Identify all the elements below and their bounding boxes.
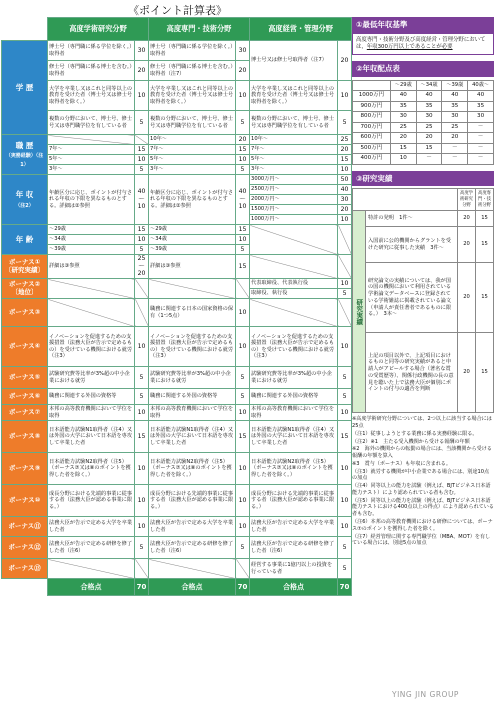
val: 25 <box>416 122 442 133</box>
age-header: ～39歳 <box>442 80 468 91</box>
note: （注2）※1 主たる受入機関から受ける報酬の年額 <box>352 438 470 445</box>
points: 15 <box>236 421 250 453</box>
header-academic: 高度学術研究分野 <box>48 18 149 41</box>
total-points: 70 <box>135 579 149 596</box>
val: 25 <box>390 122 416 133</box>
cell: 成長分野における先端的事業に従事する者（法務大臣が認める事業に限る。） <box>48 485 135 517</box>
val: 35 <box>442 101 468 112</box>
cell: 複数の分野において、博士号、修士号又は専門職学位を有している者 <box>149 111 236 135</box>
points: 40 <box>338 185 352 195</box>
cell: 年齢区分に応じ、ポイントが付与される年収の下限を異なるものとする。詳細は②参照 <box>48 175 135 225</box>
points: 5 <box>236 245 250 255</box>
research-vertical-label: 研究実績 <box>353 211 366 413</box>
income: 700万円 <box>353 122 391 133</box>
research-col-academic: 高度学術研究分野 <box>458 189 476 211</box>
cell: 本邦の高等教育機関において学位を取得 <box>250 405 338 421</box>
points: 10 <box>135 81 149 111</box>
points: 10 <box>338 165 352 175</box>
points-empty <box>338 255 352 279</box>
points: 20 <box>338 145 352 155</box>
research-pt: 15 <box>476 227 494 263</box>
cell-empty <box>250 225 338 255</box>
cell: 経営する事業に1億円以上の投資を行っている者 <box>250 559 338 579</box>
row-label-bonus13: ボーナス⑬ <box>2 559 48 579</box>
row-label-shokureki <box>2 135 48 175</box>
cell: 法務大臣が告示で定める大学を卒業した者 <box>250 517 338 537</box>
cell: 10年～ <box>149 135 236 145</box>
total-blank <box>2 579 48 596</box>
section-head-income-table: ②年収配点表 <box>352 61 494 77</box>
row-label-bonus8: ボーナス⑧ <box>2 421 48 453</box>
row-label-bonus10: ボーナス⑩ <box>2 485 48 517</box>
cell: 3年～ <box>48 165 135 175</box>
points: 5 <box>338 367 352 389</box>
research-pt: 15 <box>476 333 494 413</box>
note: （注3）就労する機関が中小企業である場合には、別途10点の加点 <box>352 468 490 482</box>
total-label: 合格点 <box>149 579 236 596</box>
label-sub: （注2） <box>15 202 34 209</box>
row-label-bonus1 <box>2 255 48 279</box>
income-row <box>353 122 494 133</box>
points: 5 <box>338 389 352 405</box>
points: 5 <box>338 559 352 579</box>
points: 15 <box>135 225 149 235</box>
points: 30 <box>338 195 352 205</box>
cell: 複数の分野において、博士号、修士号又は専門職学位を有している者 <box>48 111 135 135</box>
points-max: 25 <box>137 255 146 263</box>
cell: 大学を卒業し又はこれと同等以上の教育を受けた者（博士号又は修士号取得者を除く。） <box>149 81 236 111</box>
note: ※2 海外の機関からの転勤の場合には、当該機関から受ける報酬の年額を算入 <box>352 446 492 460</box>
research-col-technical: 高度専門・技術分野 <box>476 189 494 211</box>
income-row <box>353 101 494 112</box>
min-income-text: 高度専門・技術分野及び高度経営・管理分野においては， <box>356 36 486 50</box>
row-label-bonus12: ボーナス⑫ <box>2 537 48 559</box>
research-table <box>352 188 494 413</box>
points-empty <box>135 559 149 579</box>
points: 20 <box>236 61 250 81</box>
cell-empty <box>250 299 338 327</box>
cell: 取締役、執行役 <box>250 289 338 299</box>
val: 15 <box>390 143 416 154</box>
points: 20 <box>338 205 352 215</box>
val: 20 <box>442 133 468 144</box>
points: 10 <box>135 235 149 245</box>
val: 35 <box>390 101 416 112</box>
points: 5 <box>135 245 149 255</box>
cell: ～34歳 <box>149 235 236 245</box>
points-min: 20 <box>137 270 146 278</box>
cell: 博士号又は修士号取得者（注7） <box>250 41 338 81</box>
cell: 試験研究費等比率が3%超の中小企業における就労 <box>48 367 135 389</box>
cell: 5年～ <box>250 155 338 165</box>
row-label-bonus4: ボーナス④ <box>2 327 48 367</box>
points: 10 <box>236 485 250 517</box>
cell: 職務に関連する日本の国家資格の保有（1つ5点） <box>149 299 236 327</box>
note: （注4）同等以上の能力を試験（例えば、BJTビジネス日本語能力テスト）により認められている者も含む。 <box>352 483 491 496</box>
cell: 大学を卒業し又はこれと同等以上の教育を受けた者（博士号又は修士号取得者を除く。） <box>48 81 135 111</box>
header-business: 高度経営・管理分野 <box>250 18 352 41</box>
cell: 博士号（専門職に係る学位を除く。）取得者 <box>149 41 236 61</box>
points: 5 <box>236 537 250 559</box>
row-label-bonus11: ボーナス⑪ <box>2 517 48 537</box>
points: 10 <box>135 405 149 421</box>
points: 10 <box>338 279 352 289</box>
row-label-bonus5: ボーナス⑤ <box>2 367 48 389</box>
cell: 法務大臣が告示で定める大学を卒業した者 <box>149 517 236 537</box>
val: 30 <box>468 112 494 123</box>
header-blank <box>2 18 48 41</box>
cell: 日本語能力試験N2取得者（注5）（ボーナス⑦又は⑧のポイントを獲得した者を除く。） <box>48 453 135 485</box>
val: 40 <box>442 91 468 102</box>
points-empty <box>338 225 352 255</box>
cell: 博士号（専門職に係る学位を除く。）取得者 <box>48 41 135 61</box>
row-label-gakureki: 学 歴 <box>2 41 48 135</box>
points: 5 <box>135 165 149 175</box>
points: 10 <box>338 517 352 537</box>
points: 5 <box>338 111 352 135</box>
cell-empty <box>149 559 236 579</box>
min-income-underline: 年収300万円以上であることが必要 <box>366 43 453 50</box>
cell-empty <box>48 279 135 299</box>
points: 10 <box>236 235 250 245</box>
income: 500万円 <box>353 143 391 154</box>
cell: 試験研究費等比率が3%超の中小企業における就労 <box>149 367 236 389</box>
cell-empty <box>48 299 135 327</box>
points <box>135 255 149 279</box>
cell: 日本語能力試験N1取得者（注4）又は外国の大学において日本語を専攻して卒業した者 <box>48 421 135 453</box>
label-sub: 〔地位〕 <box>11 287 38 296</box>
min-income-box <box>352 33 494 55</box>
points: 10 <box>236 517 250 537</box>
income: 800万円 <box>353 112 391 123</box>
cell: 5年～ <box>149 155 236 165</box>
cell: 1000万円～ <box>250 215 338 225</box>
age-header-blank <box>353 80 391 91</box>
cell: 法務大臣が告示で定める研修を修了した者（注6） <box>149 537 236 559</box>
watermark-logo: YING JIN GROUP <box>392 690 459 699</box>
research-pt: 15 <box>476 263 494 333</box>
row-label-bonus9: ボーナス⑨ <box>2 453 48 485</box>
cell: 代表取締役、代表執行役 <box>250 279 338 289</box>
cell: 3000万円～ <box>250 175 338 185</box>
cell: 2500万円～ <box>250 185 338 195</box>
research-pt: 20 <box>458 211 476 227</box>
val: 15 <box>416 143 442 154</box>
cell: イノベーションを促進するための支援措置（法務大臣が告示で定めるもの）を受けている機関における就労（注3） <box>250 327 338 367</box>
cell-empty <box>48 135 135 145</box>
cell: 法務大臣が告示で定める研修を修了した者（注6） <box>48 537 135 559</box>
points-empty <box>135 135 149 145</box>
total-points: 70 <box>338 579 352 596</box>
cell: 職務に関連する外国の資格等 <box>48 389 135 405</box>
points-empty <box>135 279 149 299</box>
val: 25 <box>442 122 468 133</box>
points: 15 <box>338 155 352 165</box>
points: 10 <box>135 155 149 165</box>
income-row <box>353 112 494 123</box>
val: 30 <box>416 112 442 123</box>
val: 40 <box>416 91 442 102</box>
points: 10 <box>236 327 250 367</box>
cell: 詳細は③参照 <box>48 255 135 279</box>
val: 35 <box>416 101 442 112</box>
points: 15 <box>236 255 250 279</box>
points: 10 <box>338 327 352 367</box>
cell: 成長分野における先端的事業に従事する者（法務大臣が認める事業に限る。） <box>250 485 338 517</box>
points: 5 <box>236 165 250 175</box>
val: 10 <box>390 154 416 165</box>
right-panel <box>352 17 494 548</box>
points: 10 <box>236 299 250 327</box>
row-label-bonus2 <box>2 279 48 299</box>
research-pt: 20 <box>458 227 476 263</box>
points: 10 <box>236 405 250 421</box>
points: 10 <box>135 485 149 517</box>
row-label-bonus6: ボーナス⑥ <box>2 389 48 405</box>
points: 10 <box>236 453 250 485</box>
note: ※3 賞与（ボーナス）も年収に含まれる。 <box>352 460 451 467</box>
cell: 日本語能力試験N1取得者（注4）又は外国の大学において日本語を専攻して卒業した者 <box>149 421 236 453</box>
cell: 5年～ <box>48 155 135 165</box>
points: 5 <box>135 367 149 389</box>
cell: 法務大臣が告示で定める研修を修了した者（注6） <box>250 537 338 559</box>
income-row <box>353 91 494 102</box>
point-table <box>1 17 352 596</box>
points-min: 10 <box>137 203 146 211</box>
cell-empty <box>149 279 236 299</box>
income: 1000万円 <box>353 91 391 102</box>
val: 20 <box>390 133 416 144</box>
cell: 職務に関連する外国の資格等 <box>149 389 236 405</box>
val: 35 <box>468 101 494 112</box>
research-header-blank <box>353 189 458 211</box>
label-main: 職 歴 <box>15 140 34 150</box>
val: － <box>442 143 468 154</box>
points: 10 <box>338 81 352 111</box>
cell: 複数の分野において、博士号、修士号又は専門職学位を有している者 <box>250 111 338 135</box>
points: 50 <box>338 175 352 185</box>
val: － <box>416 154 442 165</box>
cell: ～39歳 <box>149 245 236 255</box>
cell: 日本語能力試験N1取得者（注4）又は外国の大学において日本語を専攻して卒業した者 <box>250 421 338 453</box>
points: 15 <box>338 421 352 453</box>
section-head-min-income: ①最低年収基準 <box>352 17 494 33</box>
cell: 2000万円～ <box>250 195 338 205</box>
points: 10 <box>338 453 352 485</box>
cell: 詳細は③参照 <box>149 255 236 279</box>
points-max: 40 <box>238 188 247 196</box>
val: － <box>468 122 494 133</box>
val: 30 <box>390 112 416 123</box>
income: 600万円 <box>353 133 391 144</box>
points <box>135 175 149 225</box>
research-pt: 15 <box>476 211 494 227</box>
val: － <box>468 154 494 165</box>
points: 5 <box>135 537 149 559</box>
points-empty <box>236 559 250 579</box>
note: （注6）本邦の高等教育機関における研修については、ボーナス⑦のポイントを獲得した者を除く。 <box>352 519 493 532</box>
points-max: 40 <box>137 188 146 196</box>
cell: イノベーションを促進するための支援措置（法務大臣が告示で定めるもの）を受けている機関における就労（注3） <box>48 327 135 367</box>
points: 5 <box>236 367 250 389</box>
row-label-bonus7: ボーナス⑦ <box>2 405 48 421</box>
points: 15 <box>236 225 250 235</box>
income-row <box>353 143 494 154</box>
points-empty <box>236 279 250 299</box>
note: （注1）従事しようとする業務に係る実務経験に限る。 <box>352 430 478 437</box>
points: 15 <box>236 145 250 155</box>
cell: 試験研究費等比率が3%超の中小企業における就労 <box>250 367 338 389</box>
points: 10 <box>236 81 250 111</box>
points: 10 <box>338 405 352 421</box>
research-item: 特許の発明 1件～ <box>366 211 458 227</box>
label-sub: 〔研究実績〕 <box>5 265 44 274</box>
cell: ～39歳 <box>48 245 135 255</box>
cell: 3年～ <box>149 165 236 175</box>
points: 10 <box>135 453 149 485</box>
income-points-table <box>352 80 494 165</box>
points-range: ～ <box>239 195 246 203</box>
points: 5 <box>338 289 352 299</box>
points-range: ～ <box>138 262 145 270</box>
cell: ～34歳 <box>48 235 135 245</box>
cell: 10年～ <box>250 135 338 145</box>
age-header: 40歳～ <box>468 80 494 91</box>
cell: 大学を卒業し又はこれと同等以上の教育を受けた者（博士号又は修士号取得者を除く。） <box>250 81 338 111</box>
row-label-nenshu <box>2 175 48 225</box>
points: 30 <box>135 41 149 61</box>
cell: 3年～ <box>250 165 338 175</box>
notes <box>352 416 494 547</box>
cell: 法務大臣が告示で定める大学を卒業した者 <box>48 517 135 537</box>
label-main: 年 収 <box>15 190 34 200</box>
points-empty <box>338 299 352 327</box>
points: 15 <box>135 421 149 453</box>
age-header: ～29歳 <box>390 80 416 91</box>
income-row <box>353 133 494 144</box>
section-head-research: ③研究実績 <box>352 171 494 187</box>
cell-empty <box>48 559 135 579</box>
income-row <box>353 154 494 165</box>
note: （注5）同等以上の能力を試験（例えば、BJTビジネス日本語能力テストにおける400点以上の得点）により認められている者も含む。 <box>352 497 494 518</box>
points: 10 <box>135 327 149 367</box>
val: 40 <box>468 91 494 102</box>
points: 10 <box>338 485 352 517</box>
cell: 職務に関連する外国の資格等 <box>250 389 338 405</box>
label-main: ボーナス① <box>8 257 41 266</box>
cell: 成長分野における先端的事業に従事する者（法務大臣が認める事業に限る。） <box>149 485 236 517</box>
page-title: 《ポイント計算表》 <box>128 4 227 17</box>
points: 15 <box>135 145 149 155</box>
research-item: 研究論文の実績については、我が国の国の機関において利用されている学術論文データベースに登録されている学術雑誌に掲載されている論文（申請人が責任著者であるものに限る。） 3本～ <box>366 263 458 333</box>
total-label: 合格点 <box>250 579 338 596</box>
points: 5 <box>236 111 250 135</box>
points: 30 <box>236 41 250 61</box>
cell: ～29歳 <box>149 225 236 235</box>
points: 10 <box>338 215 352 225</box>
cell: 7年～ <box>250 145 338 155</box>
points: 20 <box>135 61 149 81</box>
research-item: 入国前に公的機関からグラントを受けた研究に従事した実績 3件～ <box>366 227 458 263</box>
points: 25 <box>338 135 352 145</box>
cell: 7年～ <box>48 145 135 155</box>
label-sub: （実務経験）（注1） <box>5 152 44 169</box>
total-points: 70 <box>236 579 250 596</box>
points <box>236 175 250 225</box>
cell: 修士号（専門職に係る博士を含む。）取得者（注7） <box>149 61 236 81</box>
income: 400万円 <box>353 154 391 165</box>
age-header: ～34歳 <box>416 80 442 91</box>
points: 5 <box>135 389 149 405</box>
points-range: ～ <box>138 195 145 203</box>
cell: 日本語能力試験N2取得者（注5）（ボーナス⑦又は⑧のポイントを獲得した者を除く。） <box>149 453 236 485</box>
cell: 本邦の高等教育機関において学位を取得 <box>48 405 135 421</box>
cell: ～29歳 <box>48 225 135 235</box>
points: 5 <box>338 537 352 559</box>
label-main: ボーナス② <box>8 279 41 288</box>
note: （注7）経営管理に関する専門職学位（MBA、MOT）を有している場合には、別途5点の加点 <box>352 533 491 547</box>
cell: 年齢区分に応じ、ポイントが付与される年収の下限を異なるものとする。詳細は②参照 <box>149 175 236 225</box>
cell: 日本語能力試験N2取得者（注5）（ボーナス⑦又は⑧のポイントを獲得した者を除く。） <box>250 453 338 485</box>
val: 30 <box>442 112 468 123</box>
cell: 本邦の高等教育機関において学位を取得 <box>149 405 236 421</box>
total-label: 合格点 <box>48 579 135 596</box>
cell: 1500万円～ <box>250 205 338 215</box>
income: 900万円 <box>353 101 391 112</box>
points-min: 10 <box>238 203 247 211</box>
cell: 修士号（専門職に係る博士を含む。）取得者 <box>48 61 135 81</box>
points: 10 <box>236 155 250 165</box>
research-pt: 20 <box>458 333 476 413</box>
cell: 7年～ <box>149 145 236 155</box>
val: 20 <box>416 133 442 144</box>
val: － <box>442 154 468 165</box>
cell-empty <box>250 255 338 279</box>
points: 20 <box>338 41 352 81</box>
row-label-nenrei: 年 齢 <box>2 225 48 255</box>
points: 10 <box>135 517 149 537</box>
row-label-bonus3: ボーナス③ <box>2 299 48 327</box>
points-empty <box>135 299 149 327</box>
header-technical: 高度専門・技術分野 <box>149 18 250 41</box>
research-pt: 20 <box>458 263 476 333</box>
note: ※高度学術研究分野については、2つ以上に該当する場合には25点 <box>352 416 492 430</box>
cell: イノベーションを促進するための支援措置（法務大臣が告示で定めるもの）を受けている機関における就労（注3） <box>149 327 236 367</box>
val: 40 <box>390 91 416 102</box>
points: 20 <box>236 135 250 145</box>
points: 5 <box>236 389 250 405</box>
points: 5 <box>135 111 149 135</box>
val: － <box>468 133 494 144</box>
val: － <box>468 143 494 154</box>
research-item: 上記の項目以外で、上記項目におけるものと同等の研究実績があると申請人がアピールする場合（著名な賞の受賞歴等）、関係行政機関の長の意見を聴いた上で法務大臣が個別にポイントの付与の適否を判断 <box>366 333 458 413</box>
